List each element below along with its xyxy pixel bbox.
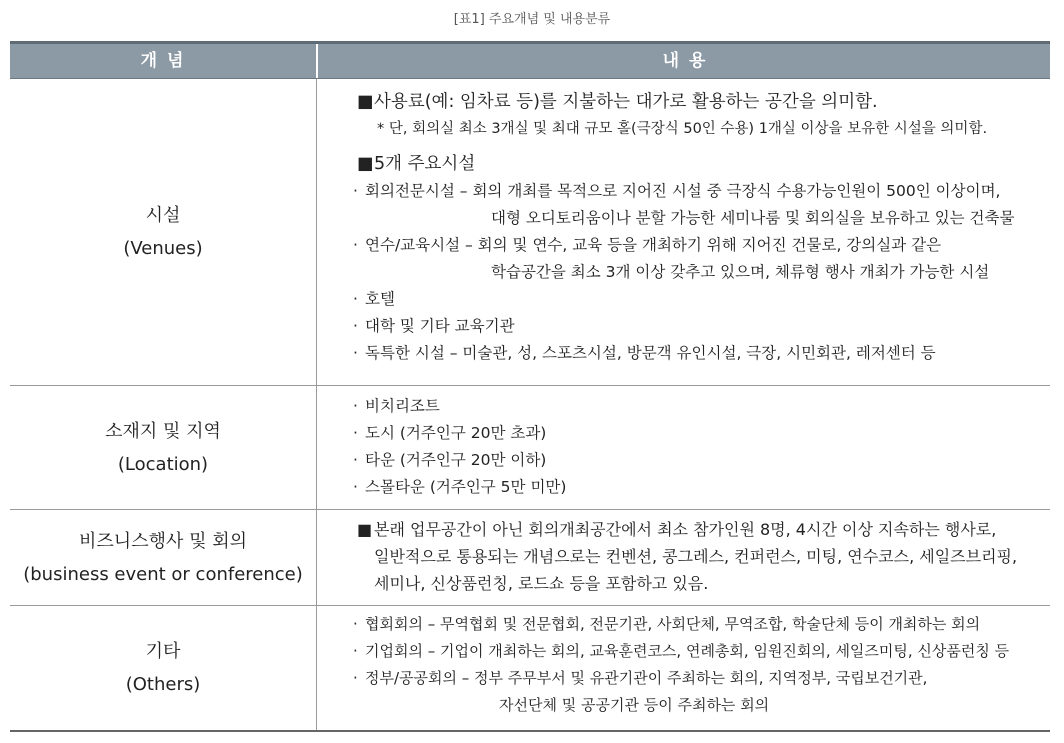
list-item: · 대학 및 기타 교육기관 — [357, 313, 1046, 340]
table-row-others — [10, 606, 1050, 732]
list-item: · 기업회의 – 기업이 개최하는 회의, 교육훈련코스, 연례총회, 임원진회의, 세일즈미팅, 신상품런칭 등 — [357, 638, 1046, 665]
concept-table — [10, 41, 1050, 732]
concept-english: (Venues) — [123, 238, 203, 259]
bullet-icon: · — [353, 669, 358, 687]
list-item-continuation: 대형 오디토리움이나 분할 가능한 세미나룸 및 회의실을 보유하고 있는 건축물 — [491, 209, 1015, 227]
list-item-continuation: 자선단체 및 공공기관 등이 주최하는 회의 — [499, 696, 770, 714]
header-concept: 개 념 — [140, 51, 186, 71]
list-item-continuation: 학습공간을 최소 3개 이상 갖추고 있으며, 체류형 행사 개최가 가능한 시설 — [491, 263, 990, 281]
table-header — [10, 41, 1050, 79]
table-row-venues — [10, 79, 1050, 386]
bullet-icon: · — [353, 451, 358, 469]
list-item: · 독특한 시설 – 미술관, 성, 스포츠시설, 방문객 유인시설, 극장, 시민회관, 레저센터 등 — [357, 340, 1046, 367]
content-cell — [316, 606, 1050, 730]
bullet-icon: · — [353, 397, 358, 415]
bullet-icon: · — [353, 236, 358, 254]
square-bullet-icon: ■ — [357, 154, 374, 174]
concept-english: (business event or conference) — [23, 563, 303, 585]
table-caption: [표1] 주요개념 및 내용분류 — [453, 12, 611, 27]
list-item: · 타운 (거주인구 20만 이하) — [357, 447, 1046, 474]
concept-korean: 소재지 및 지역 — [105, 420, 221, 442]
list-item: · 비치리조트 — [357, 393, 1046, 420]
table-row-location — [10, 386, 1050, 510]
concept-english: (Location) — [117, 453, 209, 475]
list-item: · 협회회의 – 무역협회 및 전문협회, 전문기관, 사회단체, 무역조합, 학술단체 등이 개최하는 회의 — [357, 611, 1046, 638]
paragraph-line: 세미나, 신상품런칭, 로드쇼 등을 포함하고 있음. — [374, 574, 709, 593]
concept-cell — [10, 386, 316, 509]
concept-cell — [10, 606, 316, 730]
section-title: ■5개 주요시설 — [357, 151, 1046, 178]
content-cell — [316, 510, 1050, 605]
concept-korean: 시설 — [145, 205, 181, 226]
square-bullet-icon: ■ — [357, 520, 373, 539]
content-cell — [316, 386, 1050, 509]
concept-korean: 비즈니스행사 및 회의 — [79, 530, 247, 552]
paragraph-line: ■ 본래 업무공간이 아닌 회의개최공간에서 최소 참가인원 8명, 4시간 이상 지속하는 행사로, — [357, 516, 1046, 543]
list-item: · 호텔 — [357, 286, 1046, 313]
bullet-icon: · — [353, 424, 358, 442]
header-content: 내 용 — [316, 44, 1052, 78]
concept-cell — [10, 79, 316, 385]
bullet-icon: · — [353, 344, 358, 362]
square-bullet-icon: ■ — [357, 92, 374, 112]
content-cell — [316, 79, 1050, 385]
bullet-icon: · — [353, 642, 358, 660]
section-note: * 단, 회의실 최소 3개실 및 최대 규모 홀(극장식 50인 수용) 1개실 이상을 보유한 시설을 의미함. — [377, 121, 988, 137]
bullet-icon: · — [353, 290, 358, 308]
bullet-icon: · — [353, 317, 358, 335]
list-item: · 스몰타운 (거주인구 5만 미만) — [357, 474, 1046, 501]
concept-english: (Others) — [125, 674, 201, 695]
list-item: · 도시 (거주인구 20만 초과) — [357, 420, 1046, 447]
bullet-icon: · — [353, 615, 358, 633]
concept-cell — [10, 510, 316, 605]
table-row-business-event — [10, 510, 1050, 606]
list-item: · 정부/공공회의 – 정부 주무부서 및 유관기관이 주최하는 회의, 지역정부, 국립보건기관, — [357, 665, 1046, 692]
paragraph-line: 일반적으로 통용되는 개념으로는 컨벤션, 콩그레스, 컨퍼런스, 미팅, 연수코스, 세일즈브리핑, — [374, 547, 1018, 566]
list-item: · 연수/교육시설 – 회의 및 연수, 교육 등을 개최하기 위해 지어진 건물로, 강의실과 같은 — [357, 232, 1046, 259]
bullet-icon: · — [353, 478, 358, 496]
section-title: ■사용료(예: 임차료 등)를 지불하는 대가로 활용하는 공간을 의미함. — [357, 89, 1046, 116]
list-item: · 회의전문시설 – 회의 개최를 목적으로 지어진 시설 중 극장식 수용가능인원이 500인 이상이며, — [357, 178, 1046, 205]
concept-korean: 기타 — [145, 641, 181, 662]
bullet-icon: · — [353, 182, 358, 200]
